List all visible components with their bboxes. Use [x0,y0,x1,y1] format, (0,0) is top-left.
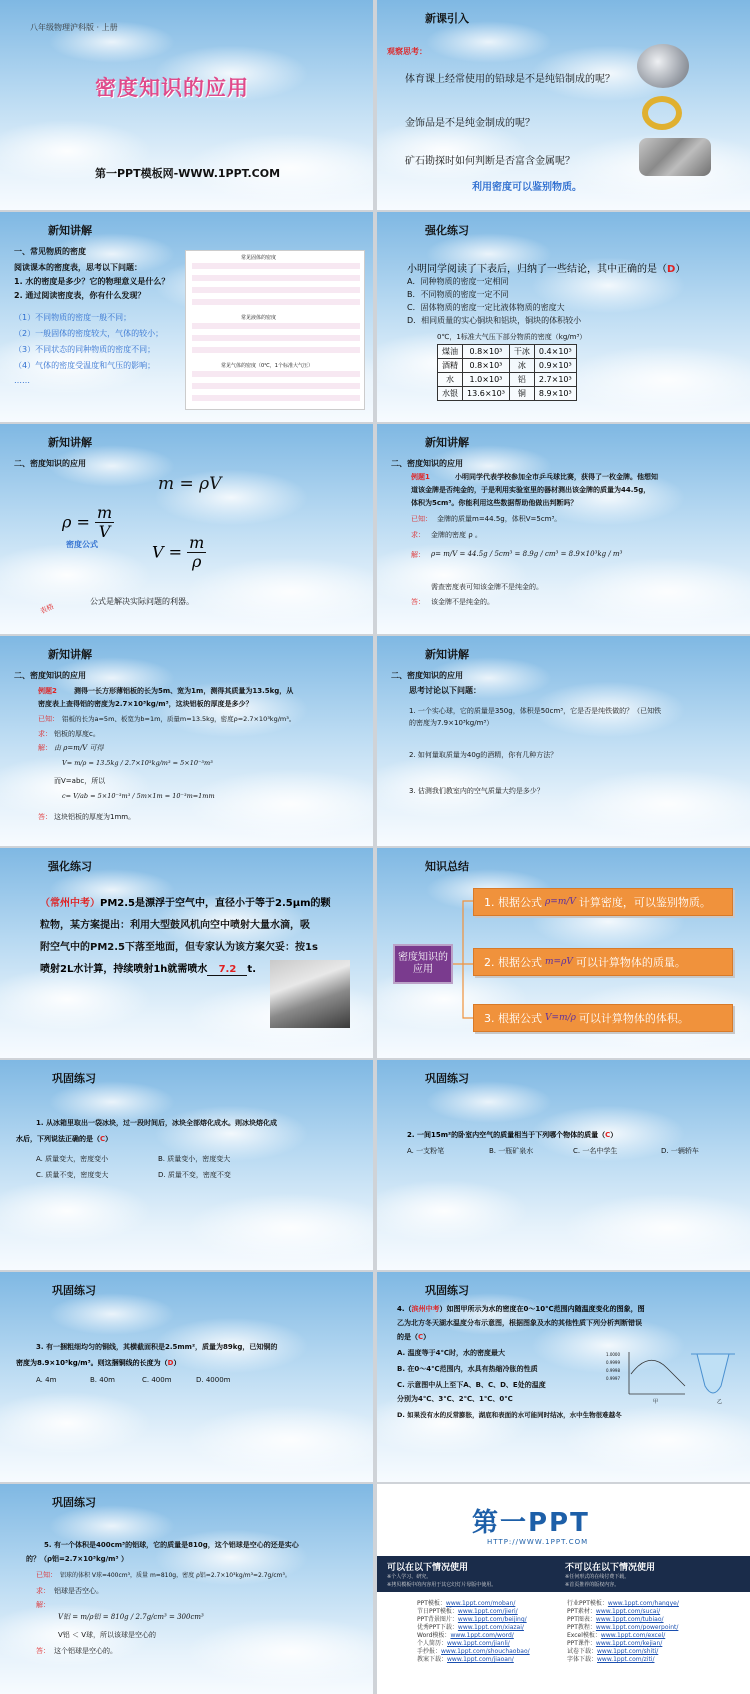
figure-label-a: 甲 [653,1399,659,1405]
question-line-1: 1. 从冰箱里取出一袋冰块，过一段时间后，冰块全部熔化成水。则冰块熔化成 [36,1119,277,1127]
allowed-item-2: ※拷贝模板中的内容用于其它幻灯片母版中使用。 [387,1582,497,1588]
option-b: B. 40m [90,1376,115,1384]
option-b: B. 一瓶矿泉水 [489,1147,534,1155]
question-gold: 金饰品是不是纯金制成的呢？ [405,118,535,129]
question-line-2: 乙为北方冬天湖水温度分布示意图，根据图象及水的其他性质下列分析判断错误 [397,1319,642,1327]
question-1: 1. 水的密度是多少？它的物理意义是什么？ [14,277,170,286]
link[interactable]: www.1ppt.com/shiti/ [597,1648,659,1655]
link[interactable]: www.1ppt.com/kejian/ [595,1640,663,1647]
link[interactable]: www.1ppt.com/ziti/ [597,1656,655,1663]
solution-step-4: c= V/ab = 5×10⁻³m³ / 5m×1m = 10⁻³m=1mm [62,792,215,800]
slide-title: 新知讲解 [425,648,469,661]
table-caption-gas: 常见气体的密度（0℃，1个标准大气压） [221,363,313,369]
option-c: C. 质量不变，密度变大 [36,1171,109,1179]
option-c-line-2: 分别为4℃、3℃、2℃、1℃、0℃ [397,1395,513,1403]
known-label: 已知： [411,515,432,523]
density-table [437,344,577,401]
link-row: Word模板：www.1ppt.com/word/ [417,1632,514,1639]
slide-16-credits[interactable] [377,1484,750,1694]
link[interactable]: www.1ppt.com/word/ [450,1632,514,1639]
link-row: PPT背景图片：www.1ppt.com/beijing/ [417,1616,527,1623]
formula-mass: m = ρV [158,474,222,494]
link-row: 字体下载：www.1ppt.com/ziti/ [567,1656,655,1663]
link-row: PPT图表：www.1ppt.com/tubiao/ [567,1616,664,1623]
brand-logo: 第一PPT [472,1508,590,1538]
answer: C [100,1135,106,1143]
link[interactable]: www.1ppt.com/sucai/ [595,1608,661,1615]
site-name: 第一PPT模板网-WWW.1PPT.COM [95,167,281,180]
slide-title: 强化练习 [48,860,92,873]
slide-13-practice-3[interactable] [0,1272,373,1482]
link[interactable]: www.1ppt.com/jianli/ [447,1640,510,1647]
answer: C [418,1333,424,1341]
question-line-2: 的？（ρ铝=2.7×10³kg/m³ ） [26,1555,128,1563]
slide-2-intro[interactable] [377,0,750,210]
section-heading: 一、常见物质的密度 [14,247,86,256]
answer-text: 这个铝球是空心的。 [54,1647,117,1655]
option-a: A. 质量变大，密度变小 [36,1155,109,1163]
slide-title: 知识总结 [425,860,469,873]
option-c: C. 400m [142,1376,172,1384]
problem-line-4: 喷射2L水计算，持续喷射1h就需喷水 7.2 t. [40,964,257,975]
answer-label: 答： [411,598,425,606]
link[interactable]: www.1ppt.com/tubiao/ [595,1616,664,1623]
section-heading: 二、密度知识的应用 [391,671,463,680]
known-text: 金牌的质量m=44.5g，体积V=5cm³。 [437,515,562,523]
question-1-line-1: 1. 一个实心球，它的质量是350g，体积是50cm³，它是否是纯铁做的？（已知铁 [409,707,662,715]
question-line: 小明同学阅读了下表后，归纳了一些结论，其中正确的是（D） [407,264,686,275]
question-2: 2. 如何量取质量为40g的酒精，你有几种方法？ [409,751,558,759]
allowed-heading: 可以在以下情况使用 [387,1563,469,1573]
solution-step-1: 由 ρ=m/V 可得 [54,744,104,752]
slide-title: 新课引入 [425,12,469,25]
summary-item-2: 2. 根据公式 m=ρV 可以计算物体的质量。 [473,948,733,976]
problem-line-2: 粒物，某方案提出：利用大型鼓风机向空中喷射大量水滴，吸 [40,920,310,931]
problem-line-1: （常州中考）PM2.5是漂浮于空气中，直径小于等于2.5μm的颗 [40,898,331,909]
section-heading: 二、密度知识的应用 [14,671,86,680]
problem-line-1: 小明同学代表学校参加全市乒乓球比赛，获得了一枚金牌。他想知 [455,473,658,481]
link-row: Excel模板：www.1ppt.com/excel/ [567,1632,666,1639]
link-row: 手抄报：www.1ppt.com/shouchaobao/ [417,1648,530,1655]
link[interactable]: www.1ppt.com/jieri/ [457,1608,518,1615]
slide-title: 巩固练习 [52,1072,96,1085]
summary-center-box: 密度知识的应用 [393,944,453,984]
note-text: 公式是解决实际问题的利器。 [90,597,194,606]
slide-title: 新知讲解 [48,224,92,237]
question-3: 3. 估测我们教室内的空气质量大约是多少？ [409,787,544,795]
link[interactable]: www.1ppt.com/jiaoan/ [447,1656,514,1663]
table-caption-solid: 常见固体的密度 [241,255,277,261]
example-label: 例题1 [411,473,430,481]
known-label: 已知： [38,715,59,723]
answer: C [605,1131,611,1139]
question-line-2: 密度为8.9×10³kg/m³。则这捆铜线的长度为（D） [16,1359,181,1367]
option-d: D. 4000m [196,1376,231,1384]
density-table-image [185,250,365,410]
find-label: 求： [38,730,52,738]
slide-12-practice-2[interactable] [377,1060,750,1270]
slide-8-discussion[interactable] [377,636,750,846]
slide-title: 新知讲解 [48,436,92,449]
known-label: 已知： [36,1571,57,1579]
option-d: D. 质量不变，密度不变 [158,1171,231,1179]
question-1-line-2: 的密度为7.9×10³kg/m³） [409,719,494,727]
slide-4-exercise[interactable] [377,212,750,422]
option-a: A．同种物质的密度一定相同 [407,277,509,286]
problem-line-3: 体积为5cm³。你能利用这些数据帮助他做出判断吗？ [411,499,578,507]
table-note: 需查密度表可知该金牌不是纯金的。 [431,583,543,591]
answer-text: 利用密度可以鉴别物质。 [472,182,582,193]
link[interactable]: www.1ppt.com/hangye/ [607,1600,679,1607]
answer-label: 答： [36,1647,50,1655]
gold-bracelet-image [642,96,682,130]
formula-density: ρ = $\frac{m}{V}$ [62,503,113,541]
solution-label: 解： [411,551,425,559]
problem-line-3: 附空气中的PM2.5下落至地面，但专家认为该方案欠妥：按1s [40,942,318,953]
summary-item-1: 1. 根据公式 ρ=m/V 计算密度，可以鉴别物质。 [473,888,733,916]
option-a: A. 温度等于4℃时，水的密度最大 [397,1349,505,1357]
link-row: PPT教程：www.1ppt.com/powerpoint/ [567,1624,679,1631]
axis-label-3: 0.9998 [606,1368,620,1373]
section-heading: 二、密度知识的应用 [391,459,463,468]
axis-label-1: 1.0000 [606,1352,620,1357]
link-row: 优秀PPT下载：www.1ppt.com/xiazai/ [417,1624,524,1631]
finding-4: （4）气体的密度受温度和气压的影响； [14,361,156,370]
option-c: C．固体物质的密度一定比液体物质的密度大 [407,303,565,312]
formula-volume: V = $\frac{m}{\rho}$ [152,533,205,571]
course-header: 八年级物理沪科版 · 上册 [30,23,118,32]
link-row: 行业PPT模板：www.1ppt.com/hangye/ [567,1600,679,1607]
link-row: 个人简历：www.1ppt.com/jianli/ [417,1640,510,1647]
slide-title: 巩固练习 [52,1496,96,1509]
slide-9-pm25[interactable] [0,848,373,1058]
slide-5-formulas[interactable] [0,424,373,634]
find-label: 求： [411,531,425,539]
slide-title: 巩固练习 [425,1284,469,1297]
link-row: PPT素材：www.1ppt.com/sucai/ [567,1608,661,1615]
solution-step-3: 而V=abc，所以 [54,777,106,785]
slide-14-practice-4[interactable] [377,1272,750,1482]
section-heading: 二、密度知识的应用 [14,459,86,468]
problem-line-1: 测得一长方形薄铝板的长为5m、宽为1m，测得其质量为13.5kg，从 [74,687,294,695]
table-row: 酒精 0.8×10³ 冰 0.9×10³ [438,359,577,373]
question-ore: 矿石勘探时如何判断是否富含金属呢？ [405,156,575,167]
slide-title: 巩固练习 [52,1284,96,1297]
link-row: 节日PPT模板：www.1ppt.com/jieri/ [417,1608,518,1615]
solution-label: 解： [38,744,52,752]
question-line-3: 的是（C） [397,1333,431,1341]
answer: D [667,264,676,275]
solution-step-2: V= m/ρ = 13.5kg / 2.7×10³kg/m³ = 5×10⁻³m³ [62,759,213,767]
problem-line-2: 道该金牌是否纯金的，于是利用实验室里的器材测出该金牌的质量为44.5g， [411,486,651,494]
known-text: 铝球的体积 V球=400cm³，质量 m=810g，密度 ρ铝=2.7×10³kg/m³=2.7g/cm³。 [60,1572,291,1579]
slide-title: 新知讲解 [425,436,469,449]
question-shot-put: 体育课上经常使用的铅球是不是纯铅制成的呢？ [405,74,615,85]
option-d: D. 如果没有水的反常膨胀，湖底和表面的水可能同时结冰，水中生物很难越冬 [397,1411,622,1419]
axis-label-4: 0.9997 [606,1376,620,1381]
intro-line: 阅读课本的密度表，思考以下问题： [14,263,142,272]
option-b: B. 在0～4℃范围内，水具有热缩冷胀的性质 [397,1365,538,1373]
finding-1: （1）不同物质的密度一般不同； [14,313,132,322]
option-a: A. 4m [36,1376,57,1384]
link-row: 教案下载：www.1ppt.com/jiaoan/ [417,1656,514,1663]
axis-label-2: 0.9999 [606,1360,620,1365]
link[interactable]: www.1ppt.com/powerpoint/ [595,1624,679,1631]
option-c-line-1: C. 示意图中从上至下A、B、C、D、E处的温度 [397,1381,546,1389]
link[interactable]: www.1ppt.com/beijing/ [457,1616,527,1623]
summary-item-3: 3. 根据公式 V=m/ρ 可以计算物体的体积。 [473,1004,733,1032]
brand-url[interactable]: HTTP://WWW.1PPT.COM [487,1538,589,1546]
solution-step-1: V铝 = m/ρ铝 = 810g / 2.7g/cm³ = 300cm³ [58,1613,204,1621]
example-label: 例题2 [38,687,57,695]
cover-title: 密度知识的应用 [95,76,249,100]
solution-formula: ρ= m/V = 44.5g / 5cm³ = 8.9g / cm³ = 8.9×10³kg / m³ [431,550,623,558]
footer-panel [377,1556,750,1694]
slide-3-density-table[interactable] [0,212,373,422]
known-text: 铝板的长为a=5m、板宽为b=1m，质量m=13.5kg，密度ρ=2.7×10³kg/m³。 [62,715,296,723]
figure-label-b: 乙 [717,1399,723,1405]
sprayer-photo [270,960,350,1028]
exam-tag: （常州中考） [40,898,100,909]
problem-line-2: 密度表上查得铝的密度为2.7×10³kg/m³，这块铝板的厚度是多少？ [38,700,253,708]
table-row: 水 1.0×10³ 铝 2.7×10³ [438,373,577,387]
observe-label: 观察思考： [387,47,427,56]
option-b: B. 质量变小，密度变大 [158,1155,231,1163]
link-row: PPT课件：www.1ppt.com/kejian/ [567,1640,663,1647]
question-line-1: 4.（滨州中考）如图甲所示为水的密度在0～10℃范围内随温度变化的图象，图 [397,1305,645,1313]
question-line: 2. 一间15m²的卧室内空气的质量相当于下列哪个物体的质量（C） [407,1131,618,1139]
slide-title: 强化练习 [425,224,469,237]
density-temperature-figure [605,1346,735,1406]
allowed-item-1: ※个人学习、研究。 [387,1574,432,1580]
link[interactable]: www.1ppt.com/xiazai/ [457,1624,524,1631]
option-c: C. 一名中学生 [573,1147,618,1155]
slide-15-practice-5[interactable] [0,1484,373,1694]
answer-text: 该金牌不是纯金的。 [431,598,494,606]
slide-11-practice-1[interactable] [0,1060,373,1270]
ore-image [639,138,711,176]
link-row: 试卷下载：www.1ppt.com/shiti/ [567,1648,659,1655]
option-d: D. 一辆轿车 [661,1147,699,1155]
find-text: 铝板的厚度c。 [54,730,100,738]
formula-label: 密度公式 [66,540,98,549]
stamp-mark: 表格 [38,602,56,616]
table-caption-liquid: 常见液体的密度 [241,315,277,321]
answer-text: 这块铝板的厚度为1mm。 [54,813,136,821]
prohibited-heading: 不可以在以下情况使用 [565,1563,656,1573]
discussion-intro: 思考讨论以下问题： [409,686,481,695]
question-line-1: 3. 有一捆粗细均匀的铜线，其横截面积是2.5mm²，质量为89kg，已知铜的 [36,1343,278,1351]
solution-step-2: V铝 ＜ V球，所以该球是空心的 [58,1631,157,1639]
solution-label: 解： [36,1601,50,1609]
finding-ellipsis: …… [14,376,30,385]
find-text: 铝球是否空心。 [54,1587,103,1595]
slide-10-summary[interactable] [377,848,750,1058]
slide-title: 新知讲解 [48,648,92,661]
slide-title: 巩固练习 [425,1072,469,1085]
link[interactable]: www.1ppt.com/shouchaobao/ [441,1648,530,1655]
table-row: 水银 13.6×10³ 铜 8.9×10³ [438,387,577,401]
link[interactable]: www.1ppt.com/moban/ [445,1600,516,1607]
slide-1-cover[interactable] [0,0,373,210]
exam-tag: 滨州中考 [411,1305,440,1313]
finding-3: （3）不同状态的同种物质的密度不同； [14,345,156,354]
find-text: 金牌的密度 ρ 。 [431,531,482,539]
link[interactable]: www.1ppt.com/excel/ [600,1632,666,1639]
option-d: D．相同质量的实心铜块和铝块，铜块的体积较小 [407,316,582,325]
slide-6-example-1[interactable] [377,424,750,634]
table-caption: 0℃，1标准大气压下部分物质的密度（kg/m³） [437,333,587,341]
question-line-2: 水后，下列说法正确的是（C） [16,1135,113,1143]
answer: D [167,1359,174,1367]
answer-blank: 7.2 [207,964,247,976]
table-row: 煤油 0.8×10³ 干冰 0.4×10³ [438,345,577,359]
question-line-1: 5. 有一个体积是400cm³的铝球，它的质量是810g，这个铝球是空心的还是实心 [44,1541,299,1549]
finding-2: （2）一般固体的密度较大，气体的较小； [14,329,164,338]
prohibited-item-1: ※任何形式的在线付费下载。 [565,1574,630,1580]
shot-put-image [637,44,689,88]
link-row: PPT模板：www.1ppt.com/moban/ [417,1600,516,1607]
option-b: B．不同物质的密度一定不同 [407,290,509,299]
find-label: 求： [36,1587,50,1595]
answer-label: 答： [38,813,52,821]
prohibited-item-2: ※首页推荐的版权内容。 [565,1582,620,1588]
slide-7-example-2[interactable] [0,636,373,846]
option-a: A. 一支粉笔 [407,1147,445,1155]
question-2: 2. 通过阅读密度表，你有什么发现？ [14,291,146,300]
